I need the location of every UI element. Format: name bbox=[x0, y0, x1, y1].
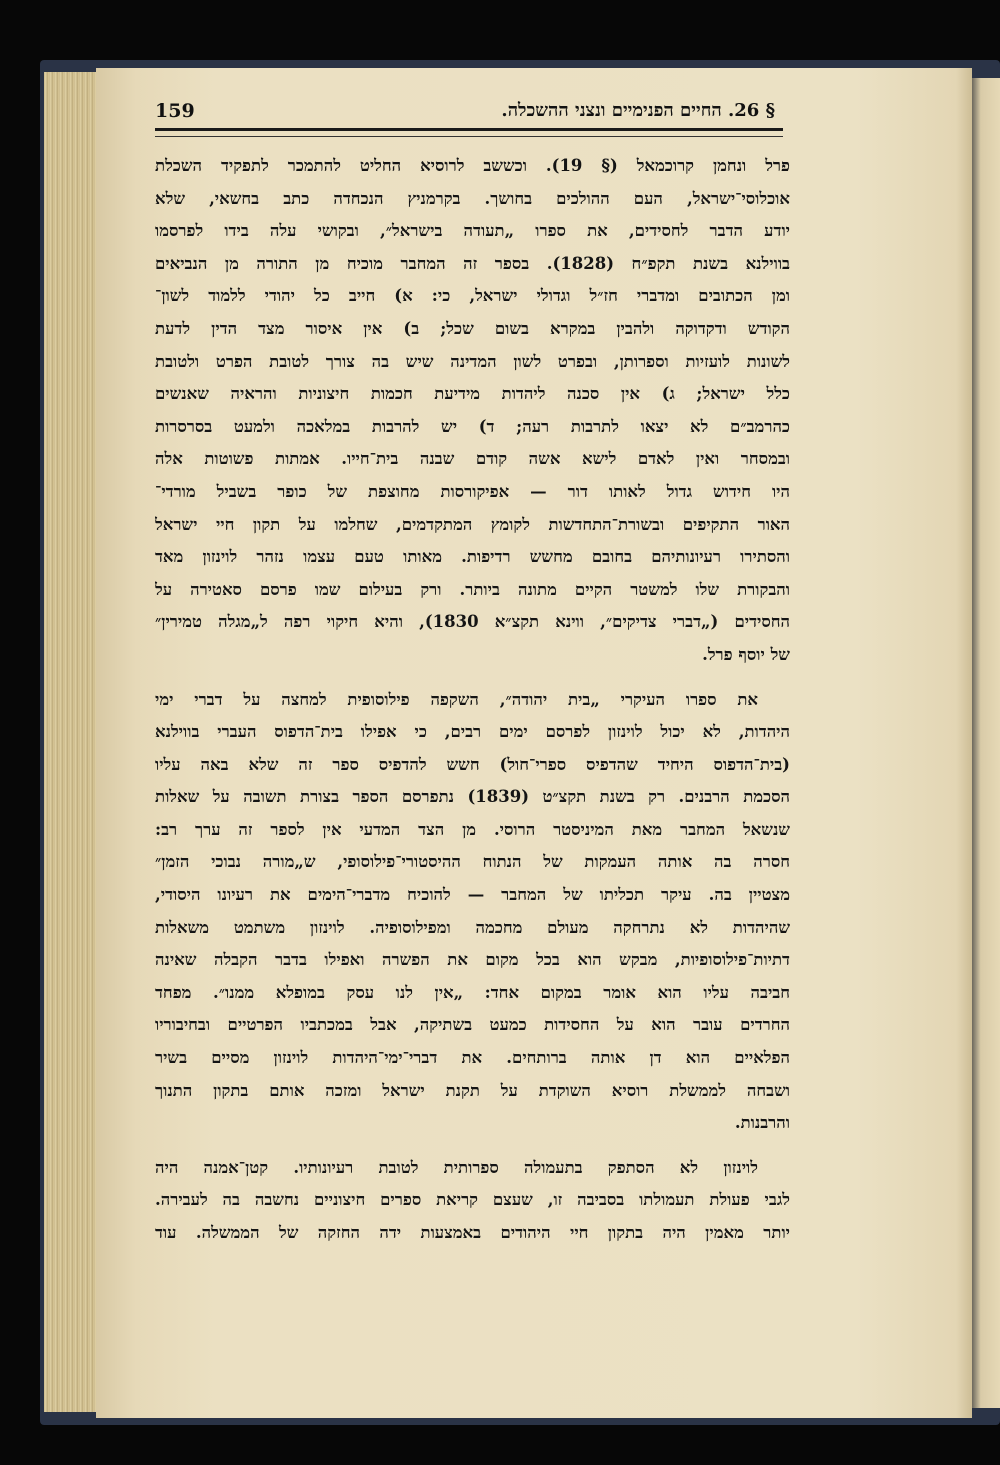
running-title: § 26. החיים הפנימיים ונצני ההשכלה. bbox=[501, 100, 775, 121]
paragraph-gap bbox=[155, 1140, 790, 1152]
paragraph bbox=[155, 1152, 790, 1250]
text-line: ובמסחר ואין לאדם לישא אשה קודם שבנה בית־חייו. אמתות פשוטות אלה bbox=[155, 449, 790, 469]
text-line: הפלאיים הוא דן אותה ברותחים. את דברי־ימי־היהדות לוינזון מסיים בשיר bbox=[155, 1048, 790, 1068]
page-header bbox=[155, 100, 775, 140]
text-line: הסכמת הרבנים. רק בשנת תקצ״ט (1839) נתפרסם הספר בצורת תשובה על שאלות bbox=[155, 787, 790, 807]
body-text bbox=[155, 150, 790, 1250]
text-line: כלל ישראל; ג) אין סכנה ליהדות מידיעת חכמות חיצוניות והראיה שאנשים bbox=[155, 384, 790, 404]
text-line: כהרמב״ם לא יצאו לתרבות רעה; ד) יש להרבות במלאכה ולמעט בסרסרות bbox=[155, 416, 790, 436]
text-line: שהיהדות לא נתרחקה מעולם מחכמה ומפילוסופיה. לוינזון משתמט משאלות bbox=[155, 917, 790, 937]
text-line: האור התקיפים ובשורת־התחדשות לקומץ המתקדמים, שחלמו על תקון חיי ישראל bbox=[155, 514, 790, 534]
text-line: חביבה עליו הוא אומר במקום אחד: „אין לנו עסק במופלא ממנו״. מפחד bbox=[155, 982, 790, 1002]
text-line: ומן הכתובים ומדברי חז״ל וגדולי ישראל, כי: א) חייב כל יהודי ללמוד לשון־ bbox=[155, 286, 790, 306]
text-line: דתיות־פילוסופיות, מבקש הוא בכל מקום את הפשרה ואפילו בדבר הקבלה שאינה bbox=[155, 950, 790, 970]
text-line: לגבי פעולת תעמולתו בסביבה זו, שעצם קריאת ספרים חיצוניים נחשבה בה לעבירה. bbox=[155, 1190, 790, 1210]
text-line: היו חידוש גדול לאותו דור — אפיקורסות מחוצפת של כופר בשביל מורדי־ bbox=[155, 481, 790, 501]
header-rule bbox=[155, 128, 783, 131]
page-number: 159 bbox=[155, 100, 195, 122]
text-line: היהדות, לא יכול לוינזון לפרסם ימים רבים, כי אפילו בית־הדפוס העברי בווילנא bbox=[155, 722, 790, 742]
paragraph bbox=[155, 150, 790, 672]
text-line: הקודש ודקדוקה ולהבין במקרא בשום שכל; ב) אין איסור מצד הדין לדעת bbox=[155, 318, 790, 338]
text-line: חסרה בה אותה העמקות של הנתוח ההיסטורי־פילוסופי, ש„מורה נבוכי הזמן״ bbox=[155, 852, 790, 872]
paragraph-gap bbox=[155, 672, 790, 684]
text-line: שנשאל המחבר מאת המיניסטר הרוסי. מן הצד המדעי אין לספר זה ערך רב: bbox=[155, 819, 790, 839]
text-line: מצטיין בה. עיקר תכליתו של המחבר — להוכיח מדברי־הימים את רעיונו היסודי, bbox=[155, 885, 790, 905]
text-line: בווילנא בשנת תקפ״ח (1828). בספר זה המחבר מוכיח מן התורה מן הנביאים bbox=[155, 253, 790, 273]
text-line: יותר מאמין היה בתקון חיי היהודים באמצעות ידה החזקה של הממשלה. עוד bbox=[155, 1223, 790, 1242]
text-line: אוכלוסי־ישראל, העם ההולכים בחושך. בקרמניץ הנכחדה כתב בחשאי, שלא bbox=[155, 188, 790, 208]
text-line: את ספרו העיקרי „בית יהודה״, השקפה פילוסופית למחצה על דברי ימי bbox=[155, 689, 758, 709]
header-rule-thin bbox=[155, 136, 783, 137]
text-line: והבקורת שלו למשטר הקיים מתונה ביותר. ורק בעילום שמו פרסם סאטירה על bbox=[155, 579, 790, 599]
facing-page-edge bbox=[968, 78, 1000, 1408]
text-line: יודע הדבר לחסידים, את ספרו „תעודה בישראל״, ובקושי עלה בידו לפרסמו bbox=[155, 221, 790, 241]
page-edges bbox=[44, 72, 104, 1412]
text-line: לשונות לועזיות וספרותן, ובפרט לשון המדינה שיש בה צורך לטובת הפרט ולטובת bbox=[155, 351, 790, 371]
text-line: ושבחה לממשלת רוסיא השוקדת על תקנת ישראל ומזכה אותם בתקון התנוך bbox=[155, 1080, 790, 1100]
text-line: והרבנות. bbox=[734, 1113, 790, 1133]
text-line: והסתירו רעיונותיהם בחובם מחשש רדיפות. מאותו טעם עצמו נזהר לוינזון מאד bbox=[155, 547, 790, 567]
text-line: (בית־הדפוס היחיד שהדפיס ספרי־חול) חשש להדפיס ספר זה שלא באה עליו bbox=[155, 754, 790, 774]
text-line: החסידים („דברי צדיקים״, ווינא תקצ״א 1830), והיא חיקוי רפה ל„מגלה טמירין״ bbox=[155, 612, 790, 632]
text-line: של יוסף פרל. bbox=[702, 644, 790, 664]
paragraph bbox=[155, 684, 790, 1140]
text-line: פרל ונחמן קרוכמאל (§ 19). וכששב לרוסיא החליט להתמכר לתפקיד השכלת bbox=[155, 156, 790, 175]
text-line: לוינזון לא הסתפק בתעמולה ספרותית לטובת רעיונותיו. קטן־אמנה היה bbox=[155, 1157, 758, 1177]
text-line: החרדים עובר הוא על החסידות כמעט בשתיקה, אבל במכתביו הפרטיים ובחיבוריו bbox=[155, 1015, 790, 1035]
